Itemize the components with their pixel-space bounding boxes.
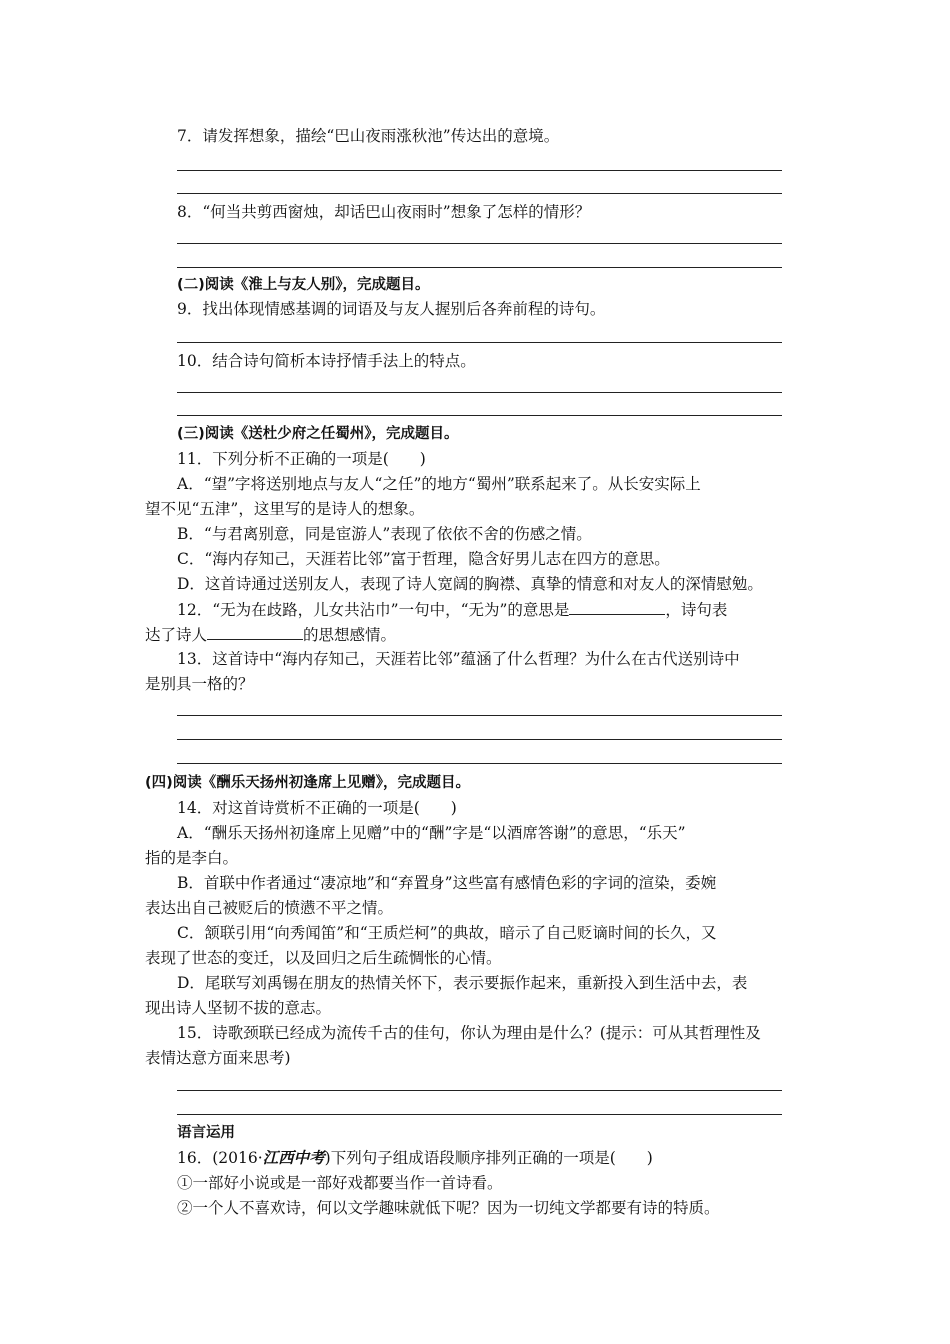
question-12 xyxy=(177,599,727,620)
option-11d: D．这首诗通过送别友人，表现了诗人宽阔的胸襟、真挚的情意和对友人的深情慰勉。 xyxy=(177,575,763,593)
question-13: 13．这首诗中“海内存知己，天涯若比邻”蕴涵了什么哲理？为什么在古代送别诗中 xyxy=(177,650,740,668)
option-14a: A．“酬乐天扬州初逢席上见赠”中的“酬”字是“以酒席答谢”的意思，“乐天” xyxy=(177,824,686,842)
option-11a: A．“望”字将送别地点与友人“之任”的地方“蜀州”联系起来了。从长安实际上 xyxy=(177,475,701,493)
language-use-heading: 语言运用 xyxy=(177,1125,235,1141)
question-12-text: ，诗句表 xyxy=(665,601,728,619)
answer-line[interactable] xyxy=(177,170,782,171)
question-12-text: 达了诗人 xyxy=(145,626,208,644)
question-15: 15．诗歌颈联已经成为流传千古的佳句，你认为理由是什么？(提示：可从其哲理性及 xyxy=(177,1024,761,1042)
fill-blank[interactable] xyxy=(207,624,303,640)
option-14c-cont: 表现了世态的变迁，以及回归之后生疏惆怅的心情。 xyxy=(145,949,502,967)
section-2-heading: (二)阅读《淮上与友人别》，完成题目。 xyxy=(177,277,430,293)
sentence-2: ②一个人不喜欢诗，何以文学趣味就低下呢？因为一切纯文学都要有诗的特质。 xyxy=(177,1199,720,1217)
question-16-text: )下列句子组成语段顺序排列正确的一项是( ) xyxy=(324,1149,653,1167)
sentence-1: ①一部好小说或是一部好戏都要当作一首诗看。 xyxy=(177,1174,503,1192)
answer-line[interactable] xyxy=(177,1114,782,1115)
option-11a-cont: 望不见“五津”，这里写的是诗人的想象。 xyxy=(145,500,425,518)
option-11b: B．“与君离别意，同是宦游人”表现了依依不舍的伤感之情。 xyxy=(177,525,592,543)
question-9: 9．找出体现情感基调的词语及与友人握别后各奔前程的诗句。 xyxy=(177,300,606,318)
option-14d-cont: 现出诗人坚韧不拔的意志。 xyxy=(145,999,332,1017)
question-12-text: 12．“无为在歧路，儿女共沾巾”一句中，“无为”的意思是 xyxy=(177,601,570,619)
question-15-cont: 表情达意方面来思考) xyxy=(145,1049,291,1067)
question-16-source: 江西中考 xyxy=(262,1148,325,1167)
question-10: 10．结合诗句简析本诗抒情手法上的特点。 xyxy=(177,352,476,370)
answer-line[interactable] xyxy=(177,342,782,343)
option-11c: C．“海内存知己，天涯若比邻”富于哲理，隐含好男儿志在四方的意思。 xyxy=(177,550,670,568)
question-16-text: 16．(2016· xyxy=(177,1149,263,1167)
option-14b-cont: 表达出自己被贬后的愤懑不平之情。 xyxy=(145,899,394,917)
option-14b: B．首联中作者通过“凄凉地”和“弃置身”这些富有感情色彩的字词的渲染，委婉 xyxy=(177,874,717,892)
fill-blank[interactable] xyxy=(569,599,665,615)
question-14: 14．对这首诗赏析不正确的一项是( ) xyxy=(177,799,457,817)
option-14d: D．尾联写刘禹锡在朋友的热情关怀下，表示要振作起来，重新投入到生活中去，表 xyxy=(177,974,748,992)
answer-line[interactable] xyxy=(177,715,782,716)
question-7: 7．请发挥想象，描绘“巴山夜雨涨秋池”传达出的意境。 xyxy=(177,127,560,145)
question-16 xyxy=(177,1148,653,1168)
question-8: 8．“何当共剪西窗烛，却话巴山夜雨时”想象了怎样的情形？ xyxy=(177,203,591,221)
section-4-heading: (四)阅读《酬乐天扬州初逢席上见赠》，完成题目。 xyxy=(145,775,471,791)
answer-line[interactable] xyxy=(177,392,782,393)
answer-line[interactable] xyxy=(177,1090,782,1091)
question-13-cont: 是别具一格的？ xyxy=(145,675,254,693)
answer-line[interactable] xyxy=(177,415,782,416)
answer-line[interactable] xyxy=(177,267,782,268)
question-12-cont xyxy=(145,624,396,645)
section-3-heading: (三)阅读《送杜少府之任蜀州》，完成题目。 xyxy=(177,426,459,442)
question-11: 11．下列分析不正确的一项是( ) xyxy=(177,450,426,468)
question-12-text: 的思想感情。 xyxy=(303,626,397,644)
option-14a-cont: 指的是李白。 xyxy=(145,849,239,867)
answer-line[interactable] xyxy=(177,193,782,194)
answer-line[interactable] xyxy=(177,243,782,244)
answer-line[interactable] xyxy=(177,763,782,764)
option-14c: C．颔联引用“向秀闻笛”和“王质烂柯”的典故，暗示了自己贬谪时间的长久，又 xyxy=(177,924,717,942)
answer-line[interactable] xyxy=(177,739,782,740)
